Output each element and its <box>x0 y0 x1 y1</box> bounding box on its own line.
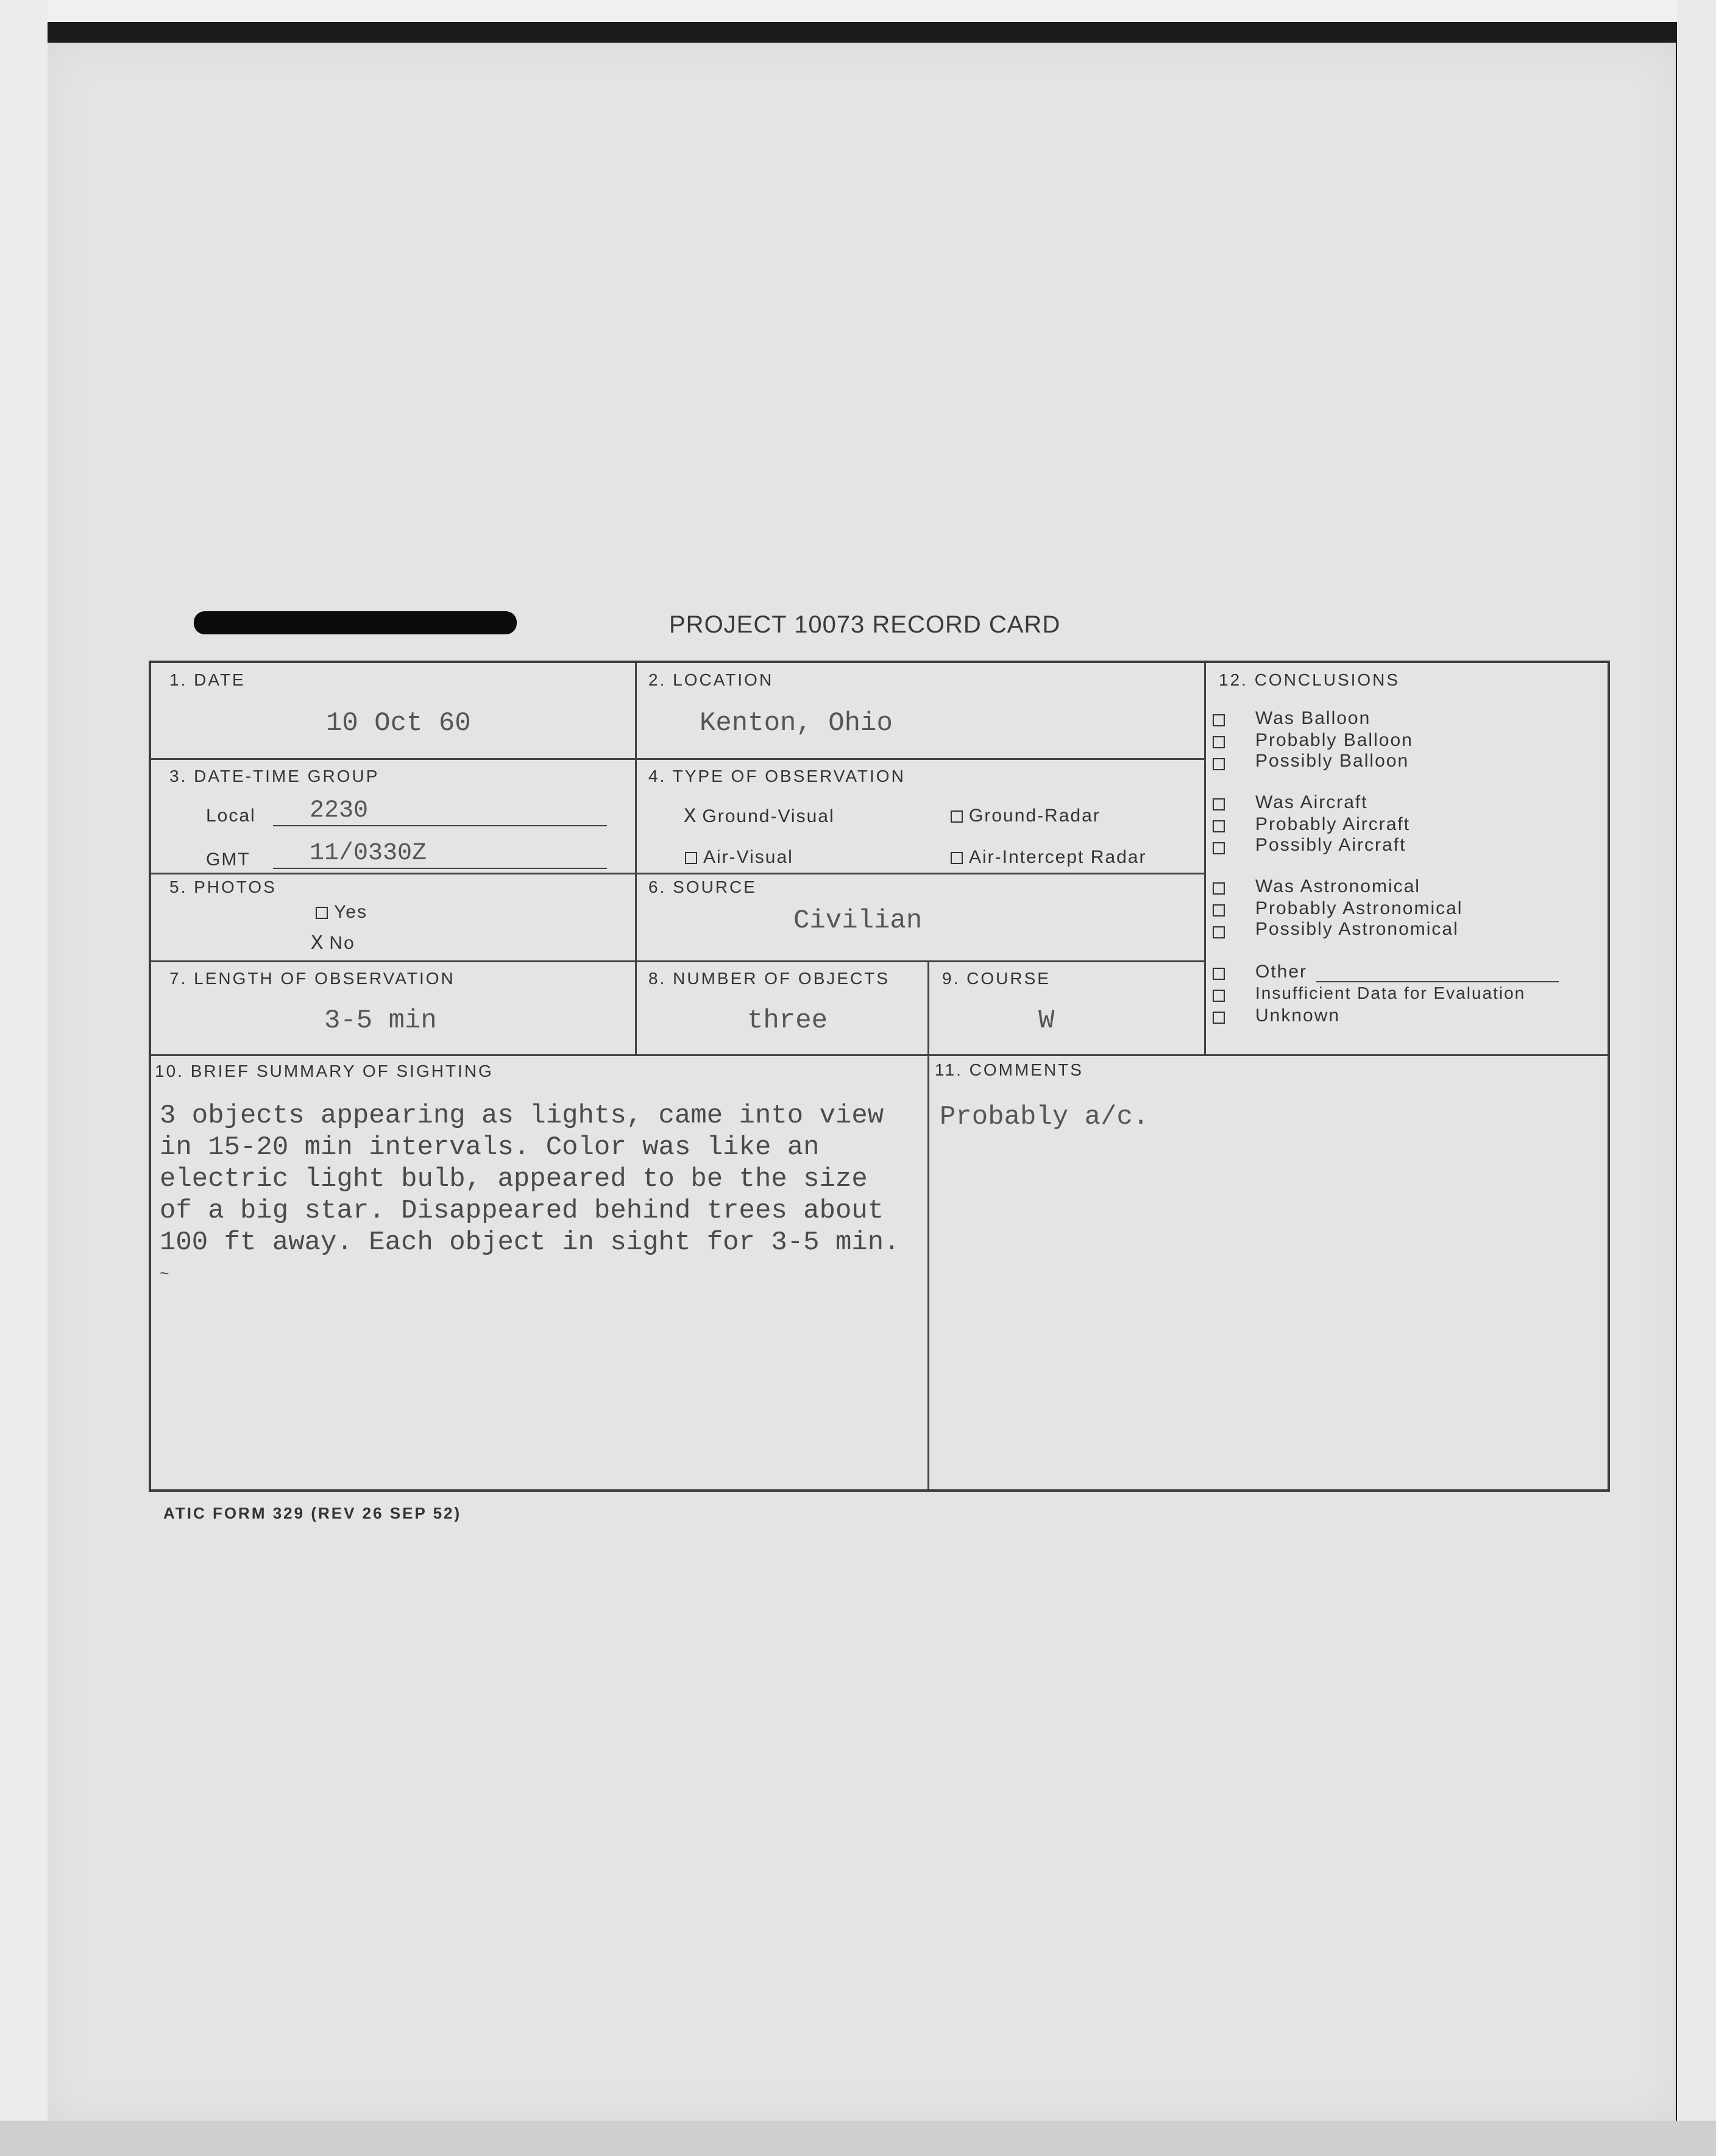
source-value: Civilian <box>793 906 923 936</box>
checkbox-icon <box>951 852 963 864</box>
checkbox-icon <box>685 852 697 864</box>
checkbox-checked-icon[interactable] <box>1213 820 1225 832</box>
conclusion-possibly-astronomical: Possibly Astronomical <box>1255 919 1459 939</box>
conclusion-insufficient-data: Insufficient Data for Evaluation <box>1255 984 1526 1002</box>
scan-border-bottom <box>0 2121 1716 2156</box>
checkbox-icon[interactable] <box>1213 758 1225 770</box>
option-ground-radar[interactable]: Ground-Radar <box>951 806 1101 826</box>
summary-line: of a big star. Disappeared behind trees about <box>160 1196 884 1226</box>
rule-col2 <box>927 962 929 1489</box>
checkbox-icon[interactable] <box>1213 842 1225 854</box>
summary-text <box>160 1100 915 1290</box>
summary-line: 3 objects appearing as lights, came into view <box>160 1101 884 1131</box>
source-label: 6. SOURCE <box>648 878 757 896</box>
comments-value: Probably a/c. <box>940 1102 1149 1132</box>
checkbox-icon[interactable] <box>1213 882 1225 895</box>
conclusion-probably-aircraft: Probably Aircraft <box>1255 814 1411 834</box>
rule-row3 <box>151 960 1205 962</box>
conclusion-probably-balloon: Probably Balloon <box>1255 730 1413 750</box>
conclusion-was-astronomical: Was Astronomical <box>1255 876 1420 896</box>
date-value: 10 Oct 60 <box>326 708 471 739</box>
rule-row1 <box>151 758 1205 760</box>
photos-label: 5. PHOTOS <box>169 878 277 896</box>
comments-label: 11. COMMENTS <box>935 1060 1083 1079</box>
checkbox-icon[interactable] <box>1213 714 1225 726</box>
conclusion-other: Other <box>1255 962 1308 982</box>
dtg-label: 3. DATE-TIME GROUP <box>169 767 380 785</box>
conclusions-label: 12. CONCLUSIONS <box>1219 670 1400 689</box>
other-underline <box>1316 981 1559 982</box>
local-value: 2230 <box>310 797 369 824</box>
gmt-underline <box>273 868 607 869</box>
location-value: Kenton, Ohio <box>700 708 893 739</box>
rule-row2 <box>151 873 1205 874</box>
option-air-intercept-radar[interactable]: Air-Intercept Radar <box>951 847 1146 868</box>
checkbox-icon <box>316 907 328 919</box>
scan-border-right <box>1677 0 1716 2156</box>
checked-mark-icon: X <box>311 932 325 956</box>
summary-line: in 15-20 min intervals. Color was like an <box>160 1132 820 1163</box>
rule-row4 <box>151 1054 1608 1056</box>
conclusion-was-aircraft: Was Aircraft <box>1255 792 1368 812</box>
card-title: PROJECT 10073 RECORD CARD <box>669 611 1061 638</box>
option-ground-visual[interactable]: X Ground-Visual <box>684 806 835 829</box>
checkbox-icon <box>951 810 963 823</box>
conclusion-possibly-aircraft: Possibly Aircraft <box>1255 835 1406 855</box>
checkbox-icon[interactable] <box>1213 990 1225 1002</box>
scan-border-top <box>0 0 1716 22</box>
course-label: 9. COURSE <box>942 969 1051 988</box>
checkbox-icon[interactable] <box>1213 926 1225 938</box>
location-label: 2. LOCATION <box>648 670 774 689</box>
photos-no[interactable]: X No <box>311 932 355 956</box>
gmt-label: GMT <box>206 849 250 870</box>
checkbox-icon[interactable] <box>1213 904 1225 917</box>
checkbox-icon[interactable] <box>1213 1012 1225 1024</box>
option-air-visual[interactable]: Air-Visual <box>685 847 793 868</box>
summary-label: 10. BRIEF SUMMARY OF SIGHTING <box>155 1062 494 1080</box>
gmt-value: 11/0330Z <box>310 840 427 867</box>
summary-line: 100 ft away. Each object in sight for 3-5 min. <box>160 1227 900 1258</box>
date-label: 1. DATE <box>169 670 246 689</box>
conclusion-probably-astronomical: Probably Astronomical <box>1255 898 1463 918</box>
conclusion-possibly-balloon: Possibly Balloon <box>1255 751 1409 771</box>
length-value: 3-5 min <box>324 1005 437 1036</box>
redaction-bar <box>194 611 517 634</box>
checkbox-icon[interactable] <box>1213 736 1225 748</box>
rule-col1 <box>635 663 637 1054</box>
local-underline <box>273 825 607 826</box>
course-value: W <box>1038 1005 1055 1036</box>
summary-line: ~ <box>160 1265 169 1283</box>
checkbox-icon[interactable] <box>1213 798 1225 810</box>
conclusion-unknown: Unknown <box>1255 1005 1341 1026</box>
form-footer: ATIC FORM 329 (REV 26 SEP 52) <box>163 1504 462 1522</box>
rule-col3 <box>1204 663 1206 1054</box>
checkbox-icon[interactable] <box>1213 968 1225 980</box>
summary-line: electric light bulb, appeared to be the size <box>160 1164 868 1194</box>
checked-mark-icon: X <box>684 806 698 829</box>
number-label: 8. NUMBER OF OBJECTS <box>648 969 890 988</box>
scan-border-left <box>0 0 48 2156</box>
number-value: three <box>747 1005 828 1036</box>
photos-yes[interactable]: Yes <box>316 902 367 923</box>
conclusion-was-balloon: Was Balloon <box>1255 708 1371 728</box>
observation-type-label: 4. TYPE OF OBSERVATION <box>648 767 906 785</box>
local-label: Local <box>206 806 256 826</box>
length-label: 7. LENGTH OF OBSERVATION <box>169 969 455 988</box>
